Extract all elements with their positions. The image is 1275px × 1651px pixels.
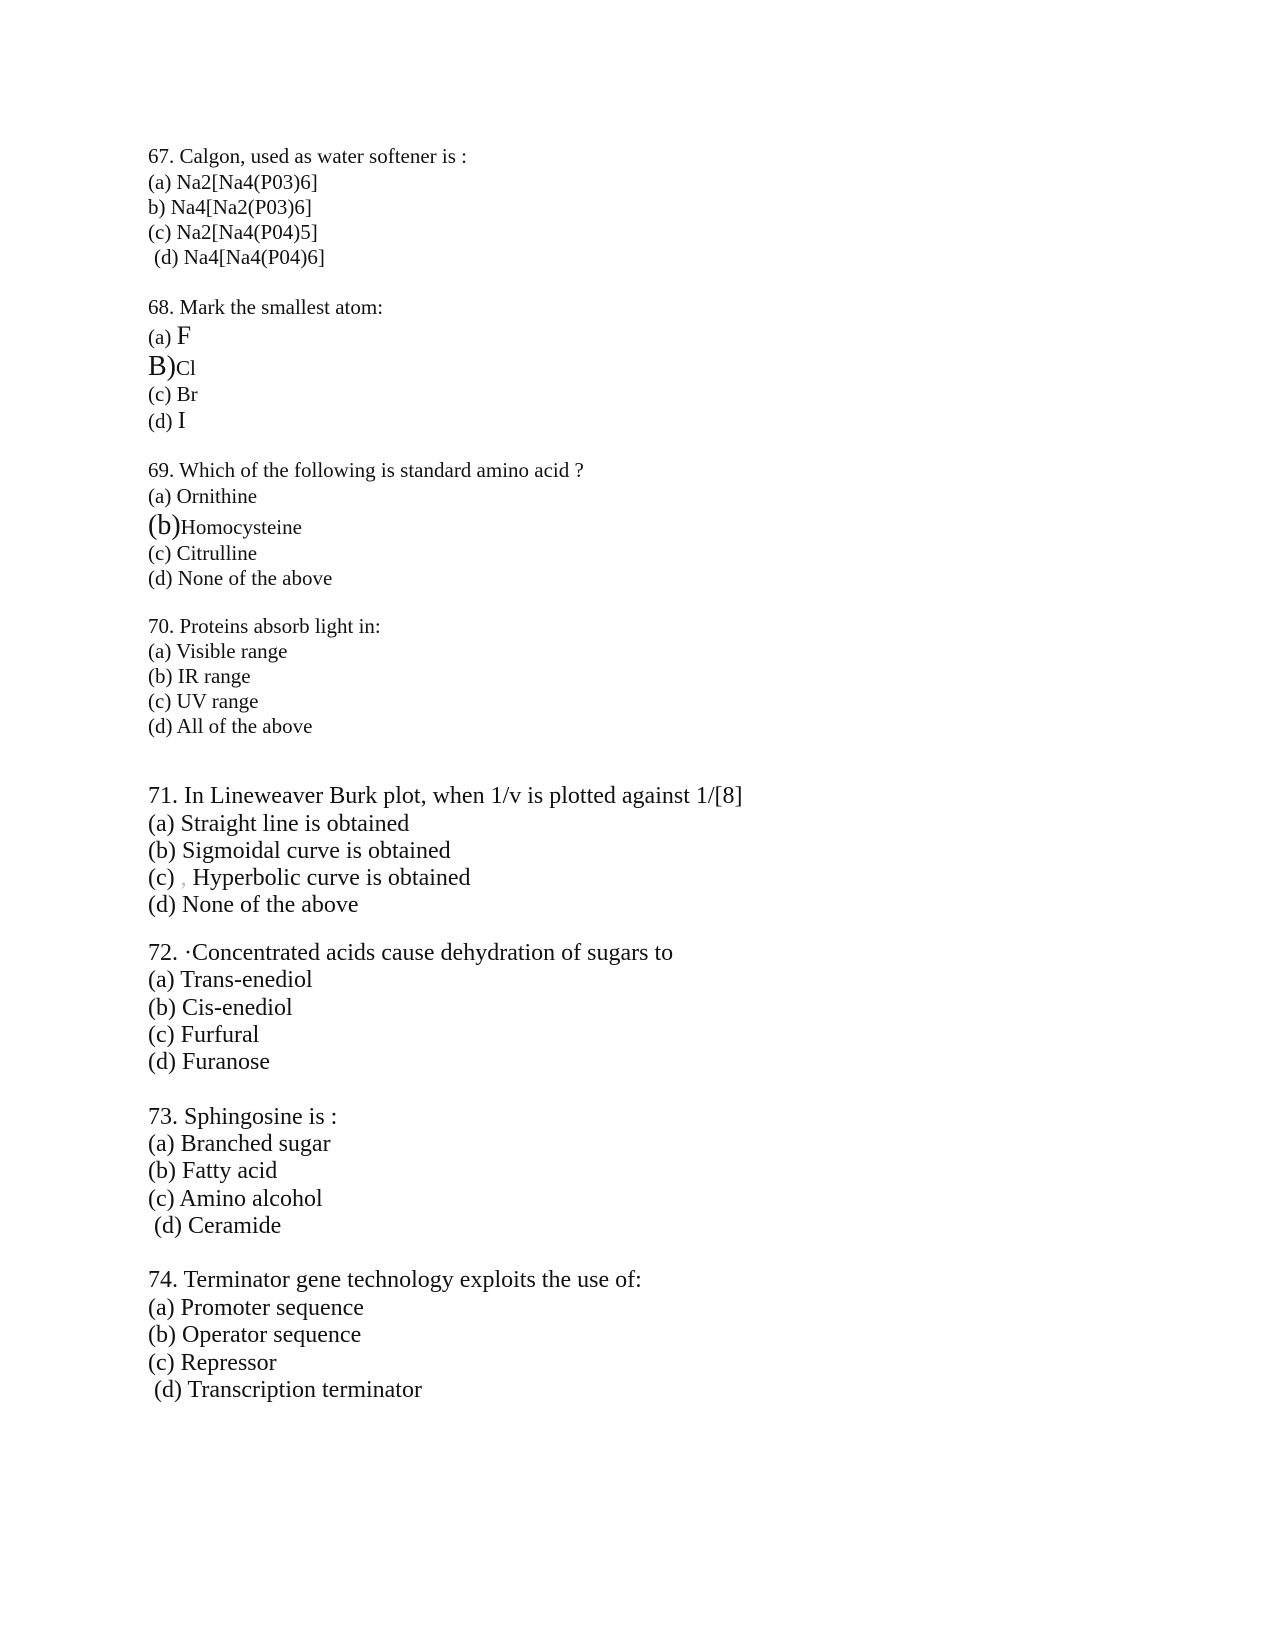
question-74-text: 74. Terminator gene technology exploits the use of: bbox=[148, 1267, 642, 1293]
question-69-option-b bbox=[148, 512, 302, 540]
question-67-text: 67. Calgon, used as water softener is : bbox=[148, 144, 468, 168]
option-text: Citrulline bbox=[176, 541, 258, 565]
question-69-option-a bbox=[148, 486, 257, 507]
option-text: Cl bbox=[176, 356, 196, 380]
option-label: (d) bbox=[148, 566, 173, 590]
question-72-option-a: (a) Trans-enediol bbox=[148, 967, 313, 993]
question-68-text: 68. Mark the smallest atom: bbox=[148, 295, 384, 319]
option-text: Hyperbolic curve is obtained bbox=[192, 865, 471, 891]
question-73-option-d: (d) Ceramide bbox=[154, 1213, 282, 1239]
option-label: B) bbox=[148, 351, 176, 382]
option-text: F bbox=[176, 321, 192, 350]
question-69-option-d bbox=[148, 568, 332, 589]
question-68-option-b bbox=[148, 353, 196, 381]
option-text: None of the above bbox=[177, 566, 333, 590]
option-label: (c) bbox=[148, 541, 172, 565]
question-68-option-c bbox=[148, 384, 198, 405]
option-text: Ornithine bbox=[176, 484, 258, 508]
option-text: Homocysteine bbox=[180, 515, 302, 539]
question-67-option-c: (c) Na2[Na4(P04)5] bbox=[148, 220, 318, 244]
question-74-option-c: (c) Repressor bbox=[148, 1350, 277, 1376]
question-70-text: 70. Proteins absorb light in: bbox=[148, 614, 381, 638]
question-67-option-d: (d) Na4[Na4(P04)6] bbox=[154, 245, 325, 269]
question-71-option-b: (b) Sigmoidal curve is obtained bbox=[148, 838, 451, 864]
question-68-option-a bbox=[148, 323, 191, 349]
option-label: (d) bbox=[148, 409, 173, 433]
question-73-option-c: (c) Amino alcohol bbox=[148, 1186, 323, 1212]
question-71-option-c bbox=[148, 866, 471, 890]
question-72-text: 72. ·Concentrated acids cause dehydration of sugars to bbox=[148, 940, 674, 966]
question-67-option-a: (a) Na2[Na4(P03)6] bbox=[148, 170, 318, 194]
option-label: (a) bbox=[148, 325, 172, 349]
option-text: Br bbox=[176, 382, 198, 406]
question-67-option-b: b) Na4[Na2(P03)6] bbox=[148, 195, 312, 219]
option-label: (a) bbox=[148, 484, 172, 508]
question-73-text: 73. Sphingosine is : bbox=[148, 1104, 338, 1130]
question-73-option-a: (a) Branched sugar bbox=[148, 1131, 331, 1157]
question-71-text: 71. In Lineweaver Burk plot, when 1/v is plotted against 1/[8] bbox=[148, 783, 743, 809]
option-label: (c) bbox=[148, 865, 175, 891]
stray-mark: , bbox=[180, 865, 187, 891]
question-72-option-b: (b) Cis-enediol bbox=[148, 995, 293, 1021]
question-69-option-c bbox=[148, 543, 257, 564]
question-68-option-d bbox=[148, 409, 186, 433]
option-label: (c) bbox=[148, 382, 172, 406]
question-70-option-c: (c) UV range bbox=[148, 689, 259, 713]
question-71-option-a: (a) Straight line is obtained bbox=[148, 811, 410, 837]
question-70-option-b: (b) IR range bbox=[148, 664, 251, 688]
question-70-option-d: (d) All of the above bbox=[148, 714, 313, 738]
question-74-option-a: (a) Promoter sequence bbox=[148, 1295, 364, 1321]
option-text: I bbox=[177, 408, 186, 434]
question-72-option-d: (d) Furanose bbox=[148, 1049, 270, 1075]
question-74-option-d: (d) Transcription terminator bbox=[154, 1377, 422, 1403]
question-74-option-b: (b) Operator sequence bbox=[148, 1322, 362, 1348]
question-72-option-c: (c) Furfural bbox=[148, 1022, 260, 1048]
question-70-option-a: (a) Visible range bbox=[148, 639, 288, 663]
question-73-option-b: (b) Fatty acid bbox=[148, 1158, 278, 1184]
question-69-text: 69. Which of the following is standard amino acid ? bbox=[148, 458, 584, 482]
option-label: (b) bbox=[148, 510, 181, 541]
question-71-option-d: (d) None of the above bbox=[148, 892, 359, 918]
